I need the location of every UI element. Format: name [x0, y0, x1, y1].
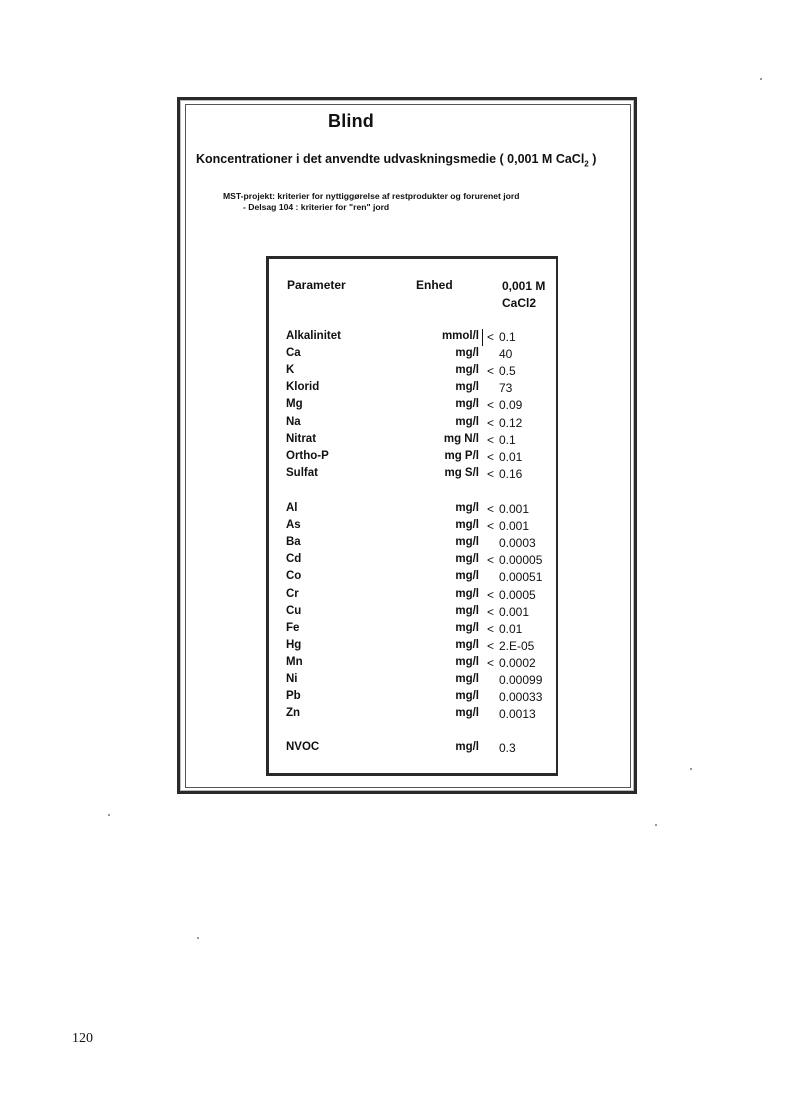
less-than-sign: < [487, 519, 495, 534]
value-cell: 0.00051 [499, 570, 543, 585]
parameter-cell: Klorid [286, 381, 320, 394]
parameter-cell: Cr [286, 587, 299, 600]
value-cell: 0.0013 [499, 707, 536, 722]
parameter-cell: K [286, 364, 295, 377]
unit-cell: mg/l [455, 536, 479, 549]
unit-cell: mg/l [455, 621, 479, 634]
value-cell: 73 [499, 381, 513, 396]
header-concentration-line-1: 0,001 M [502, 279, 546, 293]
value-cell: 0.00099 [499, 673, 543, 687]
unit-cell: mg S/l [444, 466, 479, 479]
table-row [0, 570, 789, 587]
parameter-cell: Hg [286, 638, 302, 651]
value-cell: 0.1 [499, 432, 516, 447]
unit-cell: mg/l [455, 364, 479, 377]
value-cell: 0.00005 [499, 553, 543, 568]
parameter-cell: Mg [286, 398, 303, 411]
less-than-sign: < [487, 364, 495, 379]
table-row [0, 707, 789, 724]
speck [655, 824, 657, 826]
unit-cell: mg/l [455, 519, 479, 532]
table-row [0, 433, 789, 450]
parameter-cell: Al [286, 502, 298, 514]
parameter-cell: As [286, 519, 301, 532]
less-than-sign: < [487, 638, 495, 653]
unit-cell: mg/l [455, 690, 479, 703]
table-row [0, 450, 789, 467]
table-row [0, 741, 789, 758]
speck [690, 768, 692, 770]
less-than-sign: < [487, 398, 495, 413]
unit-cell: mg/l [455, 673, 479, 685]
table-row [0, 605, 789, 622]
value-cell: 0.0005 [499, 587, 536, 602]
value-cell: 0.01 [499, 621, 523, 636]
unit-cell: mg N/l [443, 432, 479, 445]
subtitle-close: ) [588, 152, 597, 166]
value-cell: 0.1 [499, 330, 516, 344]
value-cell: 0.01 [499, 449, 523, 464]
speck [760, 78, 762, 80]
speck [197, 937, 199, 939]
value-cell: 0.12 [499, 415, 523, 430]
less-than-sign: < [487, 432, 495, 447]
project-note [223, 191, 520, 213]
unit-cell: mg/l [455, 381, 479, 394]
table-row [0, 639, 789, 656]
unit-cell: mg/l [455, 604, 479, 617]
page-number: 120 [72, 1031, 93, 1046]
unit-cell: mg/l [455, 587, 479, 600]
less-than-sign: < [487, 655, 495, 670]
parameter-cell: Co [286, 570, 302, 583]
value-cell: 0.001 [499, 502, 530, 516]
less-than-sign: < [487, 621, 495, 636]
less-than-sign: < [487, 502, 495, 516]
unit-cell: mg/l [455, 655, 479, 668]
table-row [0, 656, 789, 673]
unit-cell: mg/l [455, 707, 479, 720]
value-cell: 0.09 [499, 398, 523, 413]
parameter-cell: Nitrat [286, 432, 317, 445]
header-parameter: Parameter [287, 278, 346, 292]
header-unit: Enhed [416, 278, 453, 292]
unit-cell: mg/l [455, 741, 479, 753]
table-row [0, 347, 789, 364]
unit-cell: mg/l [455, 502, 479, 514]
parameter-cell: Sulfat [286, 466, 318, 479]
table-row [0, 364, 789, 381]
value-cell: 0.3 [499, 741, 516, 755]
table-row [0, 502, 789, 519]
unit-cell: mg/l [455, 553, 479, 566]
subtitle-subscript: 2 [584, 159, 589, 169]
parameter-cell: Cu [286, 604, 302, 617]
value-cell: 0.16 [499, 466, 523, 481]
unit-cell: mg/l [455, 398, 479, 411]
page-title: Blind [328, 111, 374, 131]
parameter-cell: Ortho-P [286, 449, 329, 462]
unit-cell: mg/l [455, 415, 479, 428]
table-row [0, 398, 789, 415]
table-row [0, 673, 789, 690]
less-than-sign: < [487, 415, 495, 430]
parameter-cell: Alkalinitet [286, 330, 341, 342]
table-row [0, 519, 789, 536]
value-cell: 40 [499, 347, 513, 362]
value-cell: 0.0002 [499, 655, 536, 670]
value-cell: 0.00033 [499, 690, 543, 705]
value-cell: 2.E-05 [499, 638, 535, 653]
table-row [0, 690, 789, 707]
parameter-cell: Ni [286, 673, 298, 685]
unit-cell: mmol/l [441, 330, 479, 342]
header-concentration-line-2: CaCl2 [502, 296, 537, 310]
parameter-cell: Ba [286, 536, 301, 549]
parameter-cell: Ca [286, 347, 301, 360]
less-than-sign: < [487, 330, 495, 344]
project-line-2: - Delsag 104 : kriterier for "ren" jord [243, 202, 390, 212]
less-than-sign: < [487, 449, 495, 464]
parameter-cell: Cd [286, 553, 302, 566]
subtitle-text: Koncentrationer i det anvendte udvaskningsmedie ( 0,001 M CaCl [196, 152, 585, 166]
value-cell: 0.0003 [499, 536, 536, 551]
parameter-cell: Pb [286, 690, 301, 703]
table-row [0, 588, 789, 605]
value-cell: 0.001 [499, 519, 530, 534]
less-than-sign: < [487, 466, 495, 481]
less-than-sign: < [487, 587, 495, 602]
header-concentration [502, 278, 545, 312]
parameter-cell: Na [286, 415, 301, 428]
table-row [0, 330, 789, 347]
less-than-sign: < [487, 553, 495, 568]
table-row [0, 622, 789, 639]
value-cell: 0.5 [499, 364, 516, 379]
speck [108, 814, 110, 816]
table-row [0, 553, 789, 570]
unit-cell: mg/l [455, 347, 479, 360]
unit-cell: mg/l [455, 570, 479, 583]
table-row [0, 536, 789, 553]
less-than-sign: < [487, 604, 495, 619]
unit-cell: mg P/l [444, 449, 479, 462]
parameter-cell: Mn [286, 655, 303, 668]
table-row [0, 381, 789, 398]
parameter-cell: Zn [286, 707, 301, 720]
subtitle [196, 152, 636, 169]
table-row [0, 416, 789, 433]
value-cell: 0.001 [499, 604, 530, 619]
parameter-cell: Fe [286, 621, 300, 634]
project-line-1: MST-projekt: kriterier for nyttiggørelse af restprodukter og forurenet jord [223, 191, 520, 201]
unit-cell: mg/l [455, 638, 479, 651]
table-row [0, 467, 789, 484]
parameter-cell: NVOC [286, 741, 320, 753]
